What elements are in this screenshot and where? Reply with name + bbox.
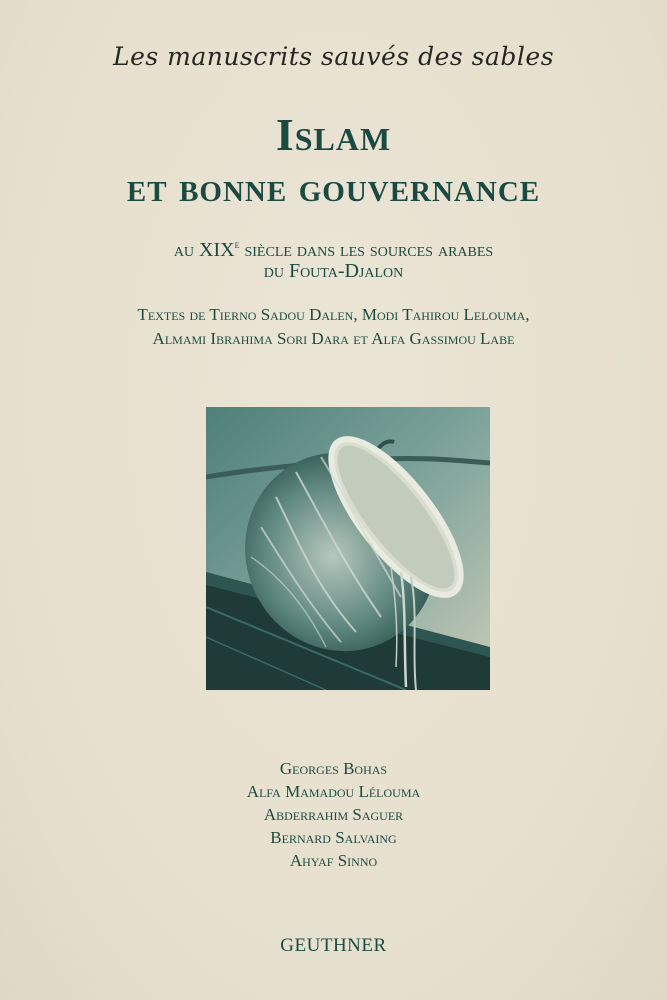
author-name: Bernard Salvaing	[270, 828, 397, 847]
author-name: Abderrahim Saguer	[263, 805, 404, 824]
texts-credit	[0, 303, 667, 351]
authors-list	[0, 757, 667, 872]
texts-credit-line-1: Textes de Tierno Sadou Dalen, Modi Tahirou Lelouma,	[137, 305, 530, 324]
author-name: Alfa Mamadou Lélouma	[246, 782, 421, 801]
texts-credit-line-2: Almami Ibrahima Sori Dara et Alfa Gassimou Labe	[152, 329, 515, 348]
publisher-name: GEUTHNER	[280, 935, 387, 956]
author-name: Georges Bohas	[279, 759, 388, 778]
subtitle-line-2: du Fouta-Djalon	[263, 260, 404, 282]
subtitle-superscript: e	[234, 239, 240, 251]
subtitle-line-1-post: siècle dans les sources arabes	[239, 239, 494, 261]
subtitle-line-1-pre: au XIX	[173, 239, 235, 261]
series-title: Les manuscrits sauvés des sables	[112, 42, 555, 71]
author-name: Ahyaf Sinno	[289, 851, 378, 870]
main-title-line-2: et bonne gouvernance	[126, 165, 541, 211]
drum-photo	[206, 407, 490, 690]
main-title-line-1: Islam	[275, 109, 392, 160]
